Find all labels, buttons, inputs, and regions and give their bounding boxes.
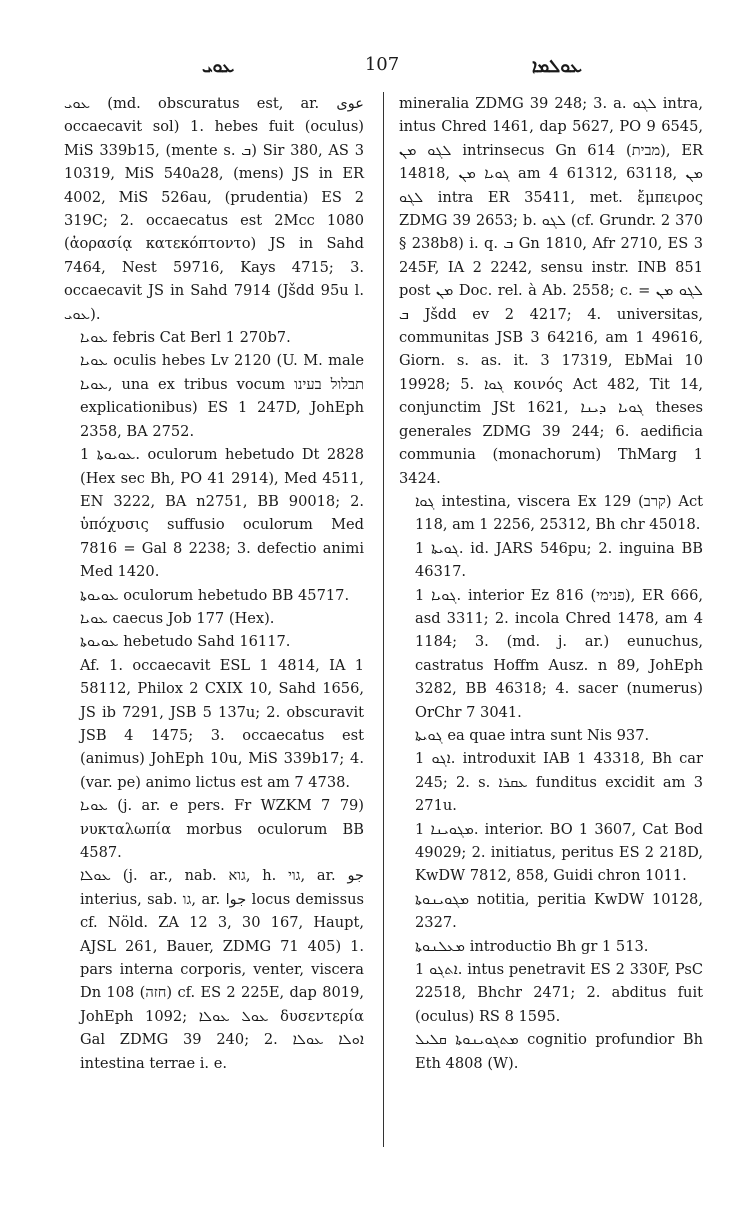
entry: ܥܘܝܘܬܐ hebetudo Sahd 16117. — [80, 633, 291, 651]
entry: ܓܘܝܬܐ ea quae intra sunt Nis 937. — [415, 726, 650, 744]
entry: ܥܘܝܐ caecus Job 177 (Hex). — [80, 609, 275, 627]
header-right-word: ܥܘܠܡܐ — [531, 56, 582, 77]
entry: ܥܘܝܘܬܐ 1. oculorum hebetudo Dt 2828 (Hex sec Bh, PO 41 2914), Med 4511, EN 3222, BA n2751, BB 90018; 2. ὑπόχυσις suffusio oculorum Med 7816 = Gal 8 2238; 3. defectio animi Med 1420. — [80, 446, 364, 581]
entry: ܡܥܠܢܘܬܐ introductio Bh gr 1 513. — [415, 937, 649, 955]
entry: ܥܘܝܘܬܐ oculorum hebetudo BB 45717. — [80, 586, 350, 604]
page-number: 107 — [364, 54, 400, 75]
header-left-word: ܥܘܝ — [202, 56, 235, 77]
entry: ܐܬܓܘ 1. intus penetravit ES 2 330F, PsC 22518, Bhchr 2471; 2. abditus fuit (oculus) RS 8 1595. — [415, 961, 703, 1025]
entry: ܓܘܝܐ 1. interior Ez 816 (פנימי), ER 666, asd 3311; 2. incola Chred 1478, am 4 1184; 3. (md. j. ar.) eunuchus, castratus Hoffm Ausz. n 89, JohEph 3282, BB 46318; 4. sacer (numerus) OrChr 7 3041. — [415, 586, 703, 721]
left-column — [64, 92, 364, 1075]
column-divider — [383, 92, 384, 1147]
entry: ܓܘܝܬܐ 1. id. JARS 546pu; 2. inguina BB 46317. — [415, 539, 703, 581]
entry: ܡܬܓܘܝܢܘܬܐ ܩܠܝܠ cognitio profundior Bh Eth 4808 (W). — [415, 1031, 703, 1072]
entry: ܥܘܠܐ (j. ar., nab. גוא, h. גוי, ar. جو interius, sab. גו, ar. جوا locus demissus cf. Nöld. ZA 12 3, 30 167, Haupt, AJSL 261, Bauer, ZDMG 71 405) 1. pars interna corporis, venter, viscera Dn 108 (חזה) cf. ES 2 225E, dap 8019, JohEph 1092; ܥܘܠ ܥܘܠܐ δυσεντερία Gal ZDMG 39 240; 2. ܐܘܠܐ ܥܘܠܐ intestina terrae i. e. — [80, 867, 365, 1072]
entry: Af. 1. occaecavit ESL 1 4814, IA 1 58112, Philox 2 CXIX 10, Sahd 1656, JS ib 7291, JSB 5 137u; 2. obscuravit JSB 4 1475; 3. occaecatus est (animus) JohEph 10u, MiS 339b17; 4. (var. pe) animo lictus est am 7 4738. — [80, 656, 364, 791]
entry: ܡܓܘܝܢܘܬܐ notitia, peritia KwDW 10128, 2327. — [415, 890, 703, 932]
entry: ܡܓܘܝܢܐ 1. interior. BO 1 3607, Cat Bod 49029; 2. initiatus, peritus ES 2 218D, KwDW 7812, 858, Guidi chron 1011. — [415, 820, 703, 885]
entry: ܥܘܝܐ febris Cat Berl 1 270b7. — [80, 329, 291, 347]
entry: ܥܘܝܐ oculis hebes Lv 2120 (U. M. male ܥܘܝܐ, una ex tribus vocum תבלול בעינו explicationibus) ES 1 247D, JohEph 2358, BA 2752. — [80, 352, 364, 440]
entry: ܐܓܘ 1. introduxit IAB 1 43318, Bh car 245; 2. s. ܥܩܪܐ funditus excidit am 3 271u. — [415, 750, 703, 815]
entry: ܥܘܝ (md. obscuratus est, ar. عوى occaecavit sol) 1. hebes fuit (oculus) MiS 339b15, (mente s. ܒ) Sir 380, AS 3 10319, MiS 540a28, (mens) JS in ER 4002, MiS 526au, (prudentia) ES 2 319C; 2. occaecatus est 2Mcc 1080 (ἀορασίᾳ κατεκόπτοντο) JS in Sahd 7464, Nest 59716, Kays 4715; 3. occaecavit JS in Sahd 7914 (Jšdd 95u l. ܥܘܝ). — [64, 95, 364, 323]
right-column — [399, 92, 703, 1075]
entry: ܥܘܝܐ (j. ar. e pers. Fr WZKM 7 79) νυκταλωπία morbus oculorum BB 4587. — [80, 797, 364, 861]
entry: ܓܘܐ intestina, viscera Ex 129 (קרב) Act 118, am 1 2256, 25312, Bh chr 45018. — [415, 492, 703, 534]
page-header — [62, 52, 702, 82]
entry: mineralia ZDMG 39 248; 3. a. ܠܓܘ intra, intus Chred 1461, dap 5627, PO 9 6545, ܠܓܘ ܡܢ intrinsecus Gn 614 (מבית), ER 14818, ܓܘܝܐ ܡܢ am 4 61312, 63118, ܡܢ ܠܓܘ intra ER 35411, met. ἔμπειρος ZDMG 39 2653; b. ܠܓܘ (cf. Grundr. 2 370 § 238b8) i. q. ܒ Gn 1810, Afr 2710, ES 3 245F, IA 2 2242, sensu instr. INB 851 post ܡܢ Doc. rel. à Ab. 2558; c. ܠܓܘ ܡܢ = ܒ Jšdd ev 2 4217; 4. universitas, communitas JSB 3 64216, am 1 49616, Giorn. s. as. it. 3 17319, EbMai 10 19928; 5. ܓܘܐ κοινός Act 482, Tit 14, conjunctim JSt 1621, ܓܘܝܐ ܕܝܢܐ theses generales ZDMG 39 244; 6. aedificia communia (monachorum) ThMarg 1 3424. — [399, 95, 704, 487]
